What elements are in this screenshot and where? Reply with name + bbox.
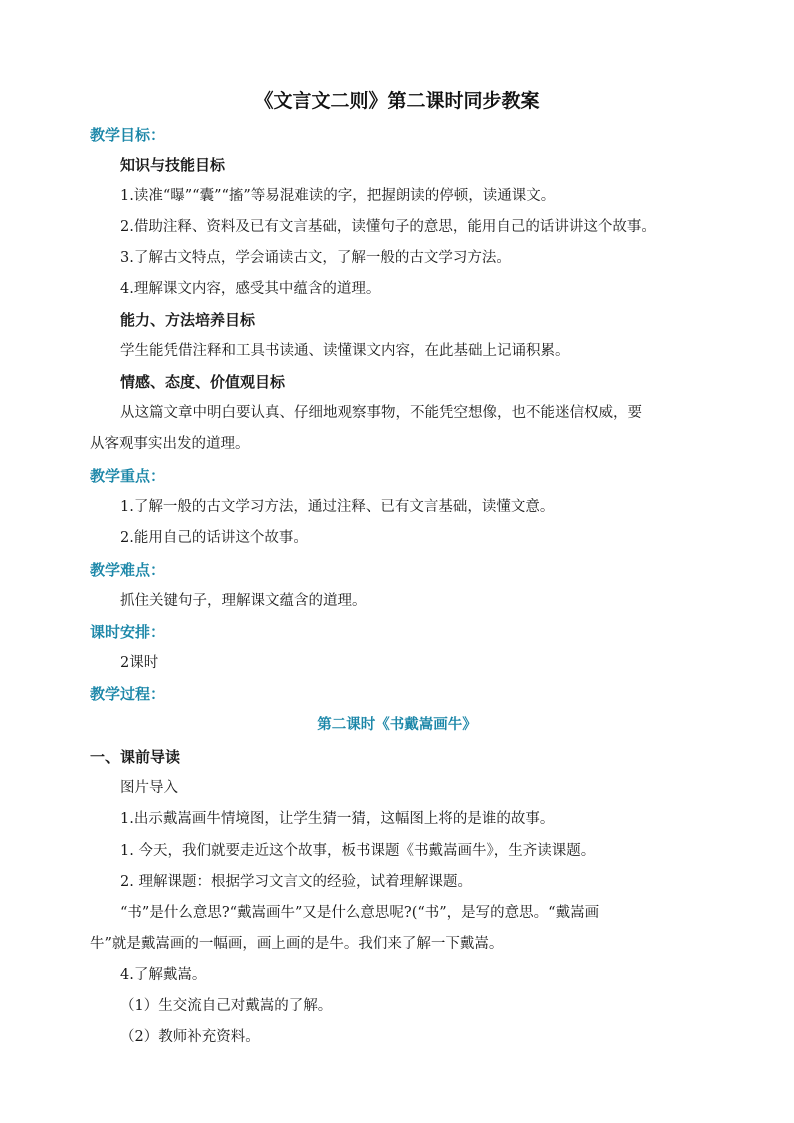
emotion-heading: 情感、态度、价值观目标: [120, 373, 286, 391]
document-title: 《文言文二则》第二课时同步教案: [254, 90, 540, 112]
ability-heading: 能力、方法培养目标: [120, 311, 256, 329]
part1-paragraph-line-1: “书”是什么意思?“戴嵩画牛”又是什么意思呢?(“书”，是写的意思。“戴嵩画: [120, 905, 600, 921]
part1-sub-item-2: （2）教师补充资料。: [120, 1029, 260, 1045]
part1-intro: 图片导入: [120, 780, 178, 796]
part1-heading: 一、课前导读: [90, 748, 181, 766]
emotion-text-line-1: 从这篇文章中明白要认真、仔细地观察事物，不能凭空想像，也不能迷信权威，要: [120, 405, 642, 421]
part1-sub-item-1: （1）生交流自己对戴嵩的了解。: [120, 998, 333, 1014]
knowledge-item-2: 2.借助注释、资料及已有文言基础，读懂句子的意思，能用自己的话讲讲这个故事。: [120, 219, 656, 235]
ability-text: 学生能凭借注释和工具书读通、读懂课文内容，在此基础上记诵积累。: [120, 343, 570, 359]
part1-paragraph-line-2: 牛”就是戴嵩画的一幅画，画上画的是牛。我们来了解一下戴嵩。: [90, 936, 504, 952]
schedule-heading: 课时安排：: [90, 623, 166, 641]
part1-item-3: 2. 理解课题：根据学习文言文的经验，试着理解课题。: [120, 874, 472, 890]
lesson-title: 第二课时《书戴嵩画牛》: [317, 717, 477, 733]
difficulty-text: 抓住关键句子，理解课文蕴含的道理。: [120, 593, 367, 609]
part1-item-4: 4.了解戴嵩。: [120, 967, 207, 983]
keypoint-item-1: 1.了解一般的古文学习方法，通过注释、已有文言基础，读懂文意。: [120, 499, 555, 515]
difficulty-heading: 教学难点：: [90, 561, 166, 579]
part1-item-2: 1. 今天，我们就要走近这个故事，板书课题《书戴嵩画牛》，生齐读课题。: [120, 843, 596, 859]
process-heading: 教学过程：: [90, 685, 166, 703]
knowledge-item-1: 1.读准“曝”“囊”“搐”等易混难读的字，把握朗读的停顿，读通课文。: [120, 188, 556, 204]
knowledge-item-4: 4.理解课文内容，感受其中蕴含的道理。: [120, 281, 381, 297]
part1-item-1: 1.出示戴嵩画牛情境图，让学生猜一猜，这幅图上将的是谁的故事。: [120, 811, 555, 827]
keypoint-item-2: 2.能用自己的话讲这个故事。: [120, 530, 308, 546]
knowledge-item-3: 3.了解古文特点，学会诵读古文，了解一般的古文学习方法。: [120, 250, 511, 266]
emotion-text-line-2: 从客观事实出发的道理。: [90, 436, 250, 452]
keypoints-heading: 教学重点：: [90, 467, 166, 485]
schedule-text: 2课时: [120, 655, 159, 671]
goals-heading: 教学目标：: [90, 126, 166, 144]
knowledge-heading: 知识与技能目标: [120, 156, 226, 174]
